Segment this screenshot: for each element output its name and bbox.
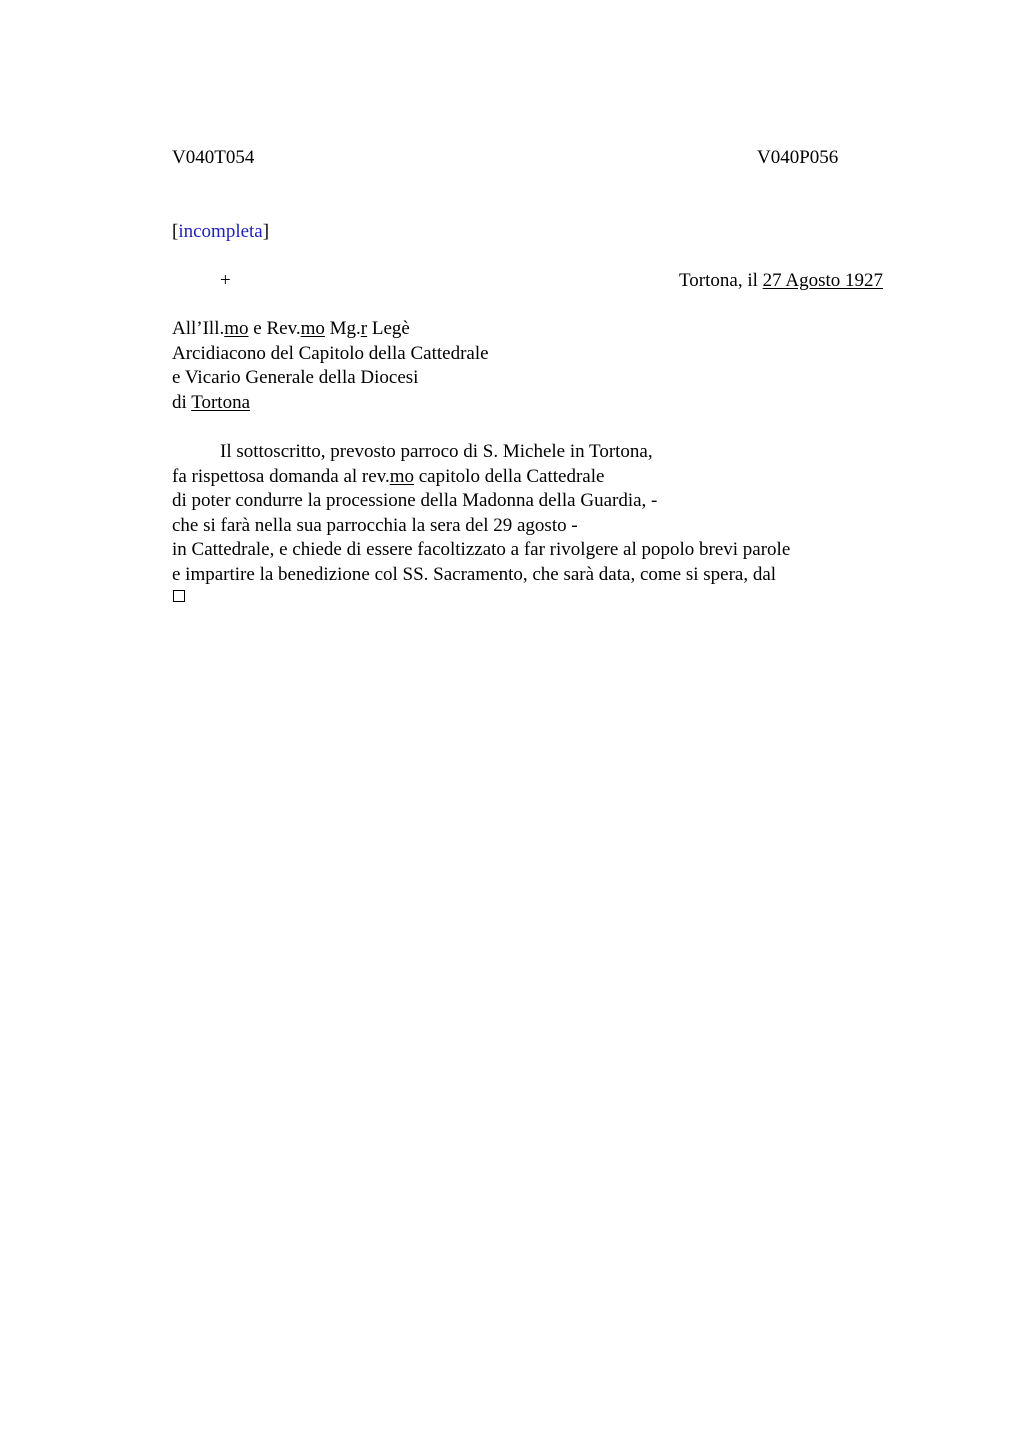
- abbreviation-superscript: mo: [224, 318, 249, 339]
- address-text: All’Ill.: [172, 318, 225, 339]
- place-prefix: Tortona, il: [679, 270, 763, 291]
- body-line: che si farà nella sua parrocchia la sera del 29 agosto -: [172, 514, 578, 536]
- abbreviation-superscript: mo: [300, 318, 325, 339]
- place-and-date: [679, 269, 883, 293]
- address-text: e Rev.: [248, 318, 301, 339]
- letter-date: 27 Agosto 1927: [762, 270, 883, 291]
- status-word: incompleta: [178, 221, 263, 242]
- status-open-bracket: [: [172, 221, 179, 242]
- body-line: in Cattedrale, e chiede di essere facoltizzato a far rivolgere al popolo brevi parole: [172, 539, 791, 560]
- address-block: [172, 317, 489, 415]
- cross-symbol: +: [220, 270, 231, 291]
- address-text: Legè: [367, 318, 410, 339]
- document-code-right: V040P056: [757, 147, 839, 168]
- body-line: e impartire la benedizione col SS. Sacramento, che sarà data, come si spera, dal: [172, 563, 777, 585]
- empty-square-icon: [173, 590, 185, 602]
- address-line: [172, 391, 489, 416]
- address-line: e Vicario Generale della Diocesi: [172, 367, 419, 388]
- status-close-bracket: ]: [262, 221, 270, 242]
- address-line: Arcidiacono del Capitolo della Cattedrale: [172, 342, 489, 364]
- address-text: Mg.: [324, 318, 361, 339]
- address-line: [172, 317, 489, 342]
- letter-body: [172, 440, 790, 587]
- address-text: di: [172, 391, 192, 413]
- body-line: [172, 465, 790, 490]
- body-text: fa rispettosa domanda al rev.: [172, 465, 390, 487]
- abbreviation-superscript: mo: [389, 465, 414, 487]
- abbreviation-superscript: r: [360, 318, 368, 339]
- body-line: Il sottoscritto, prevosto parroco di S. Michele in Tortona,: [220, 441, 653, 462]
- document-code-left: V040T054: [172, 147, 255, 168]
- address-city: Tortona: [191, 391, 251, 413]
- body-line: di poter condurre la processione della Madonna della Guardia, -: [172, 490, 658, 511]
- body-text: capitolo della Cattedrale: [414, 465, 605, 487]
- status-note: [172, 220, 269, 244]
